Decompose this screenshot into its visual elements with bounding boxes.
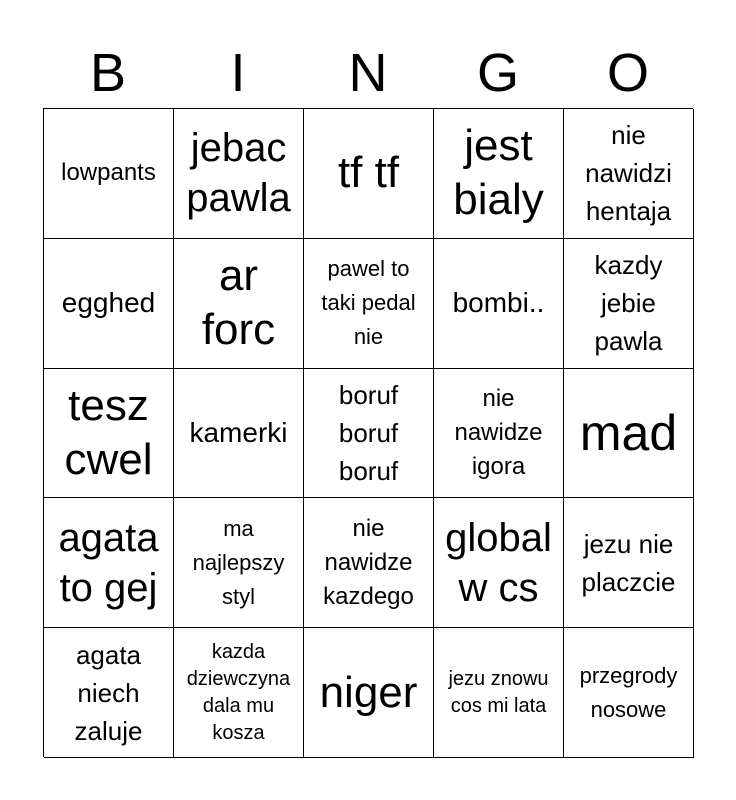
bingo-cell[interactable] [44,369,174,499]
bingo-cell[interactable] [304,239,434,369]
header-letter-o: O [606,43,649,103]
bingo-board [43,108,693,757]
cell-text: agata niech zaluje [74,639,143,746]
cell-text: przegrody nosowe [579,662,678,722]
bingo-cell[interactable] [564,369,694,499]
cell-text: agata to gej [58,515,159,610]
bingo-cell[interactable] [44,239,174,369]
cell-text: boruf boruf boruf [338,379,399,486]
cell-text: ar forc [201,251,276,355]
cell-text: kazda dziewczyna dala mu kosza [186,640,291,744]
bingo-cell[interactable] [174,109,304,239]
bingo-header [43,38,693,108]
cell-text: nie nawidze kazdego [323,514,414,610]
bingo-cell[interactable] [434,239,564,369]
bingo-cell[interactable] [304,109,434,239]
bingo-cell[interactable] [434,369,564,499]
bingo-cell[interactable] [304,369,434,499]
cell-text: mad [579,404,678,461]
cell-text: global w cs [445,515,552,610]
bingo-cell[interactable] [564,628,694,758]
bingo-cell[interactable] [44,628,174,758]
cell-text: bombi.. [452,287,545,319]
bingo-cell[interactable] [434,498,564,628]
bingo-cell[interactable] [174,628,304,758]
cell-text: lowpants [61,159,156,187]
cell-text: egghed [61,287,156,319]
cell-text: jest bialy [453,121,544,225]
bingo-cell[interactable] [564,109,694,239]
bingo-cell[interactable] [304,498,434,628]
cell-text: jezu znowu cos mi lata [448,667,549,717]
cell-text: kazdy jebie pawla [594,250,663,357]
cell-text: nie nawidzi hentaja [585,120,672,227]
cell-text: tf tf [337,148,400,198]
bingo-cell[interactable] [174,239,304,369]
cell-text: kamerki [189,416,288,448]
cell-text: jezu nie placzcie [581,528,676,597]
bingo-cell[interactable] [564,498,694,628]
cell-text: nie nawidze igora [454,384,543,480]
cell-text: ma najlepszy styl [192,515,285,609]
header-letter-g: G [476,43,519,103]
header-letter-i: I [230,43,246,103]
bingo-cell[interactable] [304,628,434,758]
bingo-cell[interactable] [564,239,694,369]
header-letter-b: B [89,43,127,103]
bingo-cell[interactable] [174,498,304,628]
bingo-cell[interactable] [434,628,564,758]
bingo-cell[interactable] [434,109,564,239]
bingo-cell[interactable] [44,109,174,239]
cell-text: jebac pawla [186,126,291,221]
cell-text: niger [319,667,418,717]
cell-text: tesz cwel [64,380,153,484]
cell-text: pawel to taki pedal nie [321,256,416,350]
header-letter-n: N [348,43,388,103]
bingo-cell[interactable] [174,369,304,499]
bingo-cell[interactable] [44,498,174,628]
